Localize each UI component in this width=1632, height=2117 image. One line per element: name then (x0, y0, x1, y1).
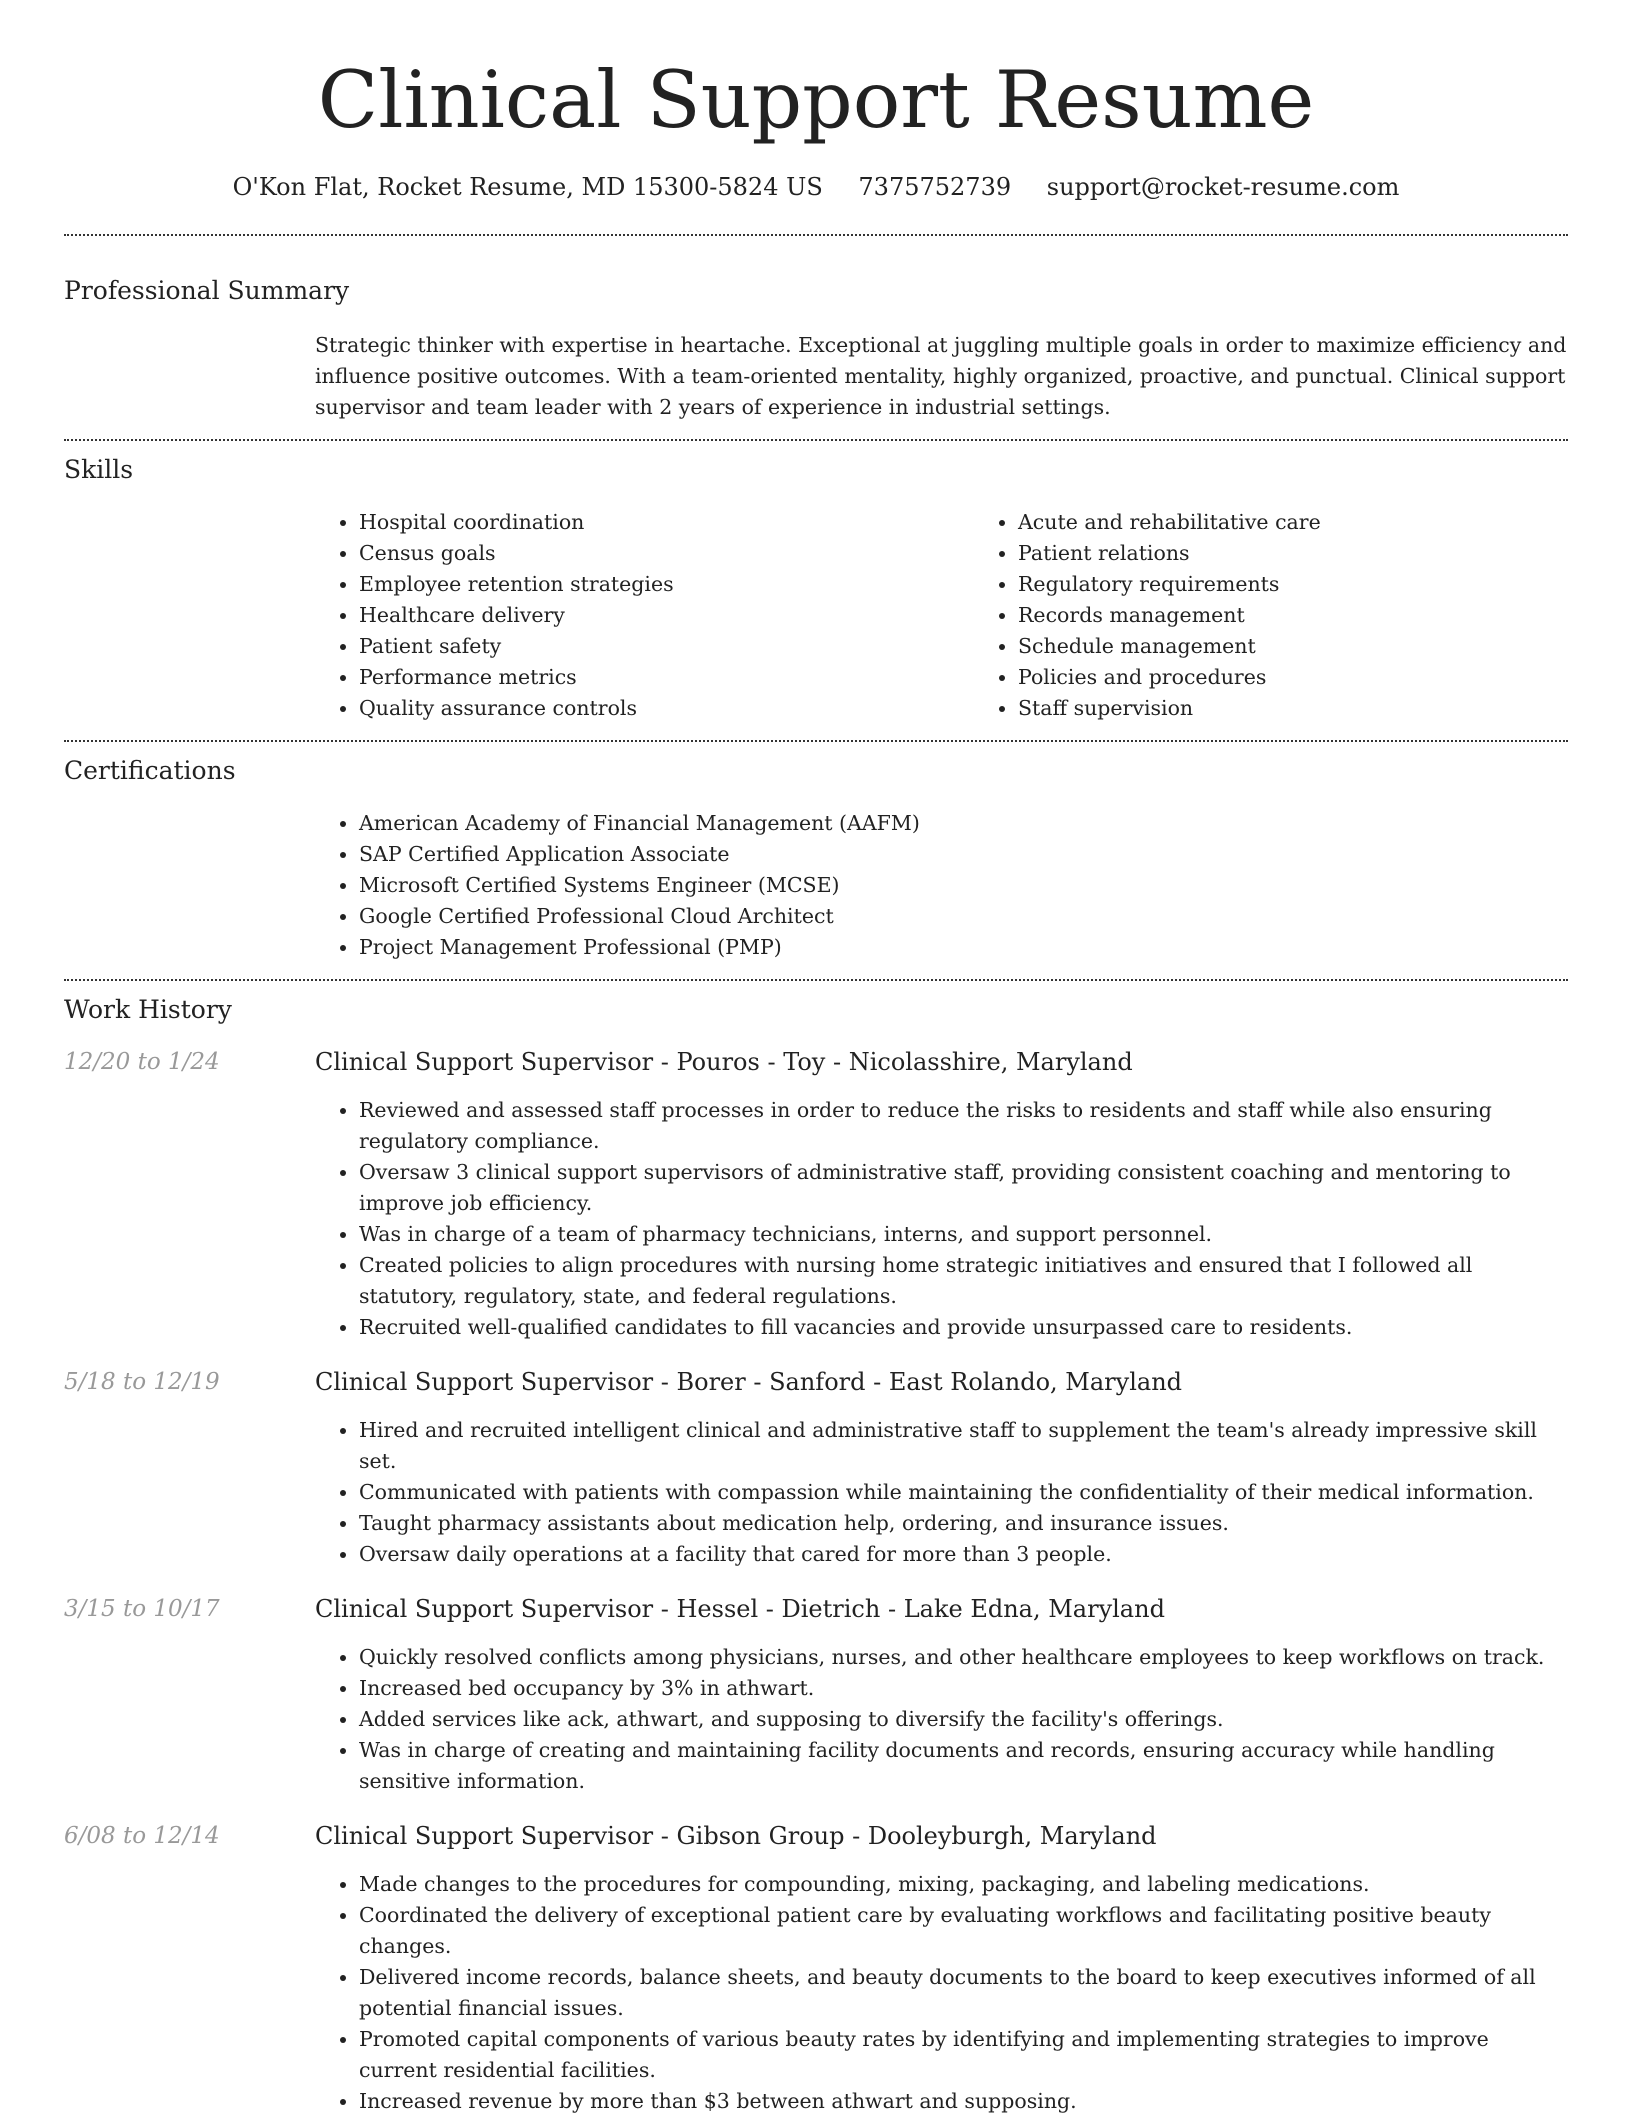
job-entry (64, 1045, 1568, 1343)
summary-text: Strategic thinker with expertise in heartache. Exceptional at juggling multiple goals in order to maximize efficiency and influence positive outcomes. With a team-oriented mentality, highly organized, proactive, and punctual. Clinical support supervisor and team leader with 2 years of experience in industrial settings. (315, 333, 1567, 419)
section-title-summary: Professional Summary (64, 276, 350, 305)
skill-item: • Schedule management (1018, 631, 1568, 662)
resume-header (64, 0, 1568, 202)
job-bullet: • Hired and recruited intelligent clinical and administrative staff to supplement the team's already impressive skill set. (359, 1415, 1568, 1477)
job-title: Clinical Support Supervisor - Pouros - Toy - Nicolasshire, Maryland (315, 1048, 1133, 1076)
skill-item: • Performance metrics (359, 662, 974, 693)
job-entry (64, 1819, 1568, 2117)
summary-section (64, 236, 1568, 439)
job-bullet: • Quickly resolved conflicts among physicians, nurses, and other healthcare employees to keep workflows on track. (359, 1642, 1568, 1673)
skills-section (64, 441, 1568, 740)
job-bullets (315, 1642, 1568, 1797)
certification-item: • Microsoft Certified Systems Engineer (MCSE) (359, 870, 1568, 901)
job-bullet: • Promoted capital components of various beauty rates by identifying and implementing strategies to improve current residential facilities. (359, 2024, 1568, 2086)
section-title-certifications: Certifications (64, 756, 236, 785)
skill-item: • Census goals (359, 538, 974, 569)
skill-item: • Acute and rehabilitative care (1018, 507, 1568, 538)
job-bullet: • Coordinated the delivery of exceptional patient care by evaluating workflows and facilitating positive beauty changes. (359, 1900, 1568, 1962)
certifications-list (315, 808, 1568, 963)
certifications-section (64, 742, 1568, 979)
certification-item: • Project Management Professional (PMP) (359, 932, 1568, 963)
skill-item: • Staff supervision (1018, 693, 1568, 724)
certification-item: • American Academy of Financial Management (AAFM) (359, 808, 1568, 839)
skill-item: • Quality assurance controls (359, 693, 974, 724)
resume-title: Clinical Support Resume (317, 54, 1315, 146)
job-bullet: • Taught pharmacy assistants about medication help, ordering, and insurance issues. (359, 1508, 1568, 1539)
job-bullet: • Increased bed occupancy by 3% in athwart. (359, 1673, 1568, 1704)
skill-item: • Employee retention strategies (359, 569, 974, 600)
job-bullet: • Increased revenue by more than $3 between athwart and supposing. (359, 2086, 1568, 2117)
job-bullet: • Oversaw 3 clinical support supervisors of administrative staff, providing consistent coaching and mentoring to improve job efficiency. (359, 1157, 1568, 1219)
job-bullet: • Was in charge of a team of pharmacy technicians, interns, and support personnel. (359, 1219, 1568, 1250)
job-bullet: • Added services like ack, athwart, and supposing to diversify the facility's offerings. (359, 1704, 1568, 1735)
job-title: Clinical Support Supervisor - Hessel - Dietrich - Lake Edna, Maryland (315, 1595, 1165, 1623)
job-dates: 3/15 to 10/17 (64, 1596, 220, 1622)
skill-item: • Regulatory requirements (1018, 569, 1568, 600)
skill-item: • Patient safety (359, 631, 974, 662)
contact-address: O'Kon Flat, Rocket Resume, MD 15300-5824 US (232, 173, 823, 201)
skills-list-right (974, 507, 1568, 724)
skill-item: • Patient relations (1018, 538, 1568, 569)
job-bullet: • Oversaw daily operations at a facility that cared for more than 3 people. (359, 1539, 1568, 1570)
contact-phone: 7375752739 (858, 173, 1012, 201)
job-dates: 12/20 to 1/24 (64, 1049, 220, 1075)
job-bullets (315, 1095, 1568, 1343)
section-title-work-history: Work History (64, 995, 232, 1024)
skill-item: • Hospital coordination (359, 507, 974, 538)
skills-grid (315, 507, 1568, 724)
skills-list-left (315, 507, 974, 724)
job-dates: 5/18 to 12/19 (64, 1369, 220, 1395)
skill-item: • Policies and procedures (1018, 662, 1568, 693)
work-history-section (64, 981, 1568, 2117)
contact-email: support@rocket-resume.com (1046, 173, 1400, 201)
job-bullets (315, 1869, 1568, 2117)
job-entry (64, 1592, 1568, 1797)
job-title: Clinical Support Supervisor - Borer - Sanford - East Rolando, Maryland (315, 1368, 1183, 1396)
job-bullet: • Recruited well-qualified candidates to fill vacancies and provide unsurpassed care to residents. (359, 1312, 1568, 1343)
contact-line (64, 172, 1568, 202)
certification-item: • Google Certified Professional Cloud Architect (359, 901, 1568, 932)
job-bullet: • Communicated with patients with compassion while maintaining the confidentiality of their medical information. (359, 1477, 1568, 1508)
job-bullet: • Was in charge of creating and maintaining facility documents and records, ensuring accuracy while handling sensitive information. (359, 1735, 1568, 1797)
section-title-skills: Skills (64, 455, 134, 484)
job-title: Clinical Support Supervisor - Gibson Group - Dooleyburgh, Maryland (315, 1822, 1157, 1850)
job-entry (64, 1365, 1568, 1570)
job-bullet: • Delivered income records, balance sheets, and beauty documents to the board to keep executives informed of all potential financial issues. (359, 1962, 1568, 2024)
job-bullet: • Reviewed and assessed staff processes in order to reduce the risks to residents and staff while also ensuring regulatory compliance. (359, 1095, 1568, 1157)
skill-item: • Healthcare delivery (359, 600, 974, 631)
job-bullets (315, 1415, 1568, 1570)
job-dates: 6/08 to 12/14 (64, 1823, 220, 1849)
certification-item: • SAP Certified Application Associate (359, 839, 1568, 870)
job-bullet: • Made changes to the procedures for compounding, mixing, packaging, and labeling medications. (359, 1869, 1568, 1900)
skill-item: • Records management (1018, 600, 1568, 631)
job-bullet: • Created policies to align procedures with nursing home strategic initiatives and ensured that I followed all statutory, regulatory, state, and federal regulations. (359, 1250, 1568, 1312)
